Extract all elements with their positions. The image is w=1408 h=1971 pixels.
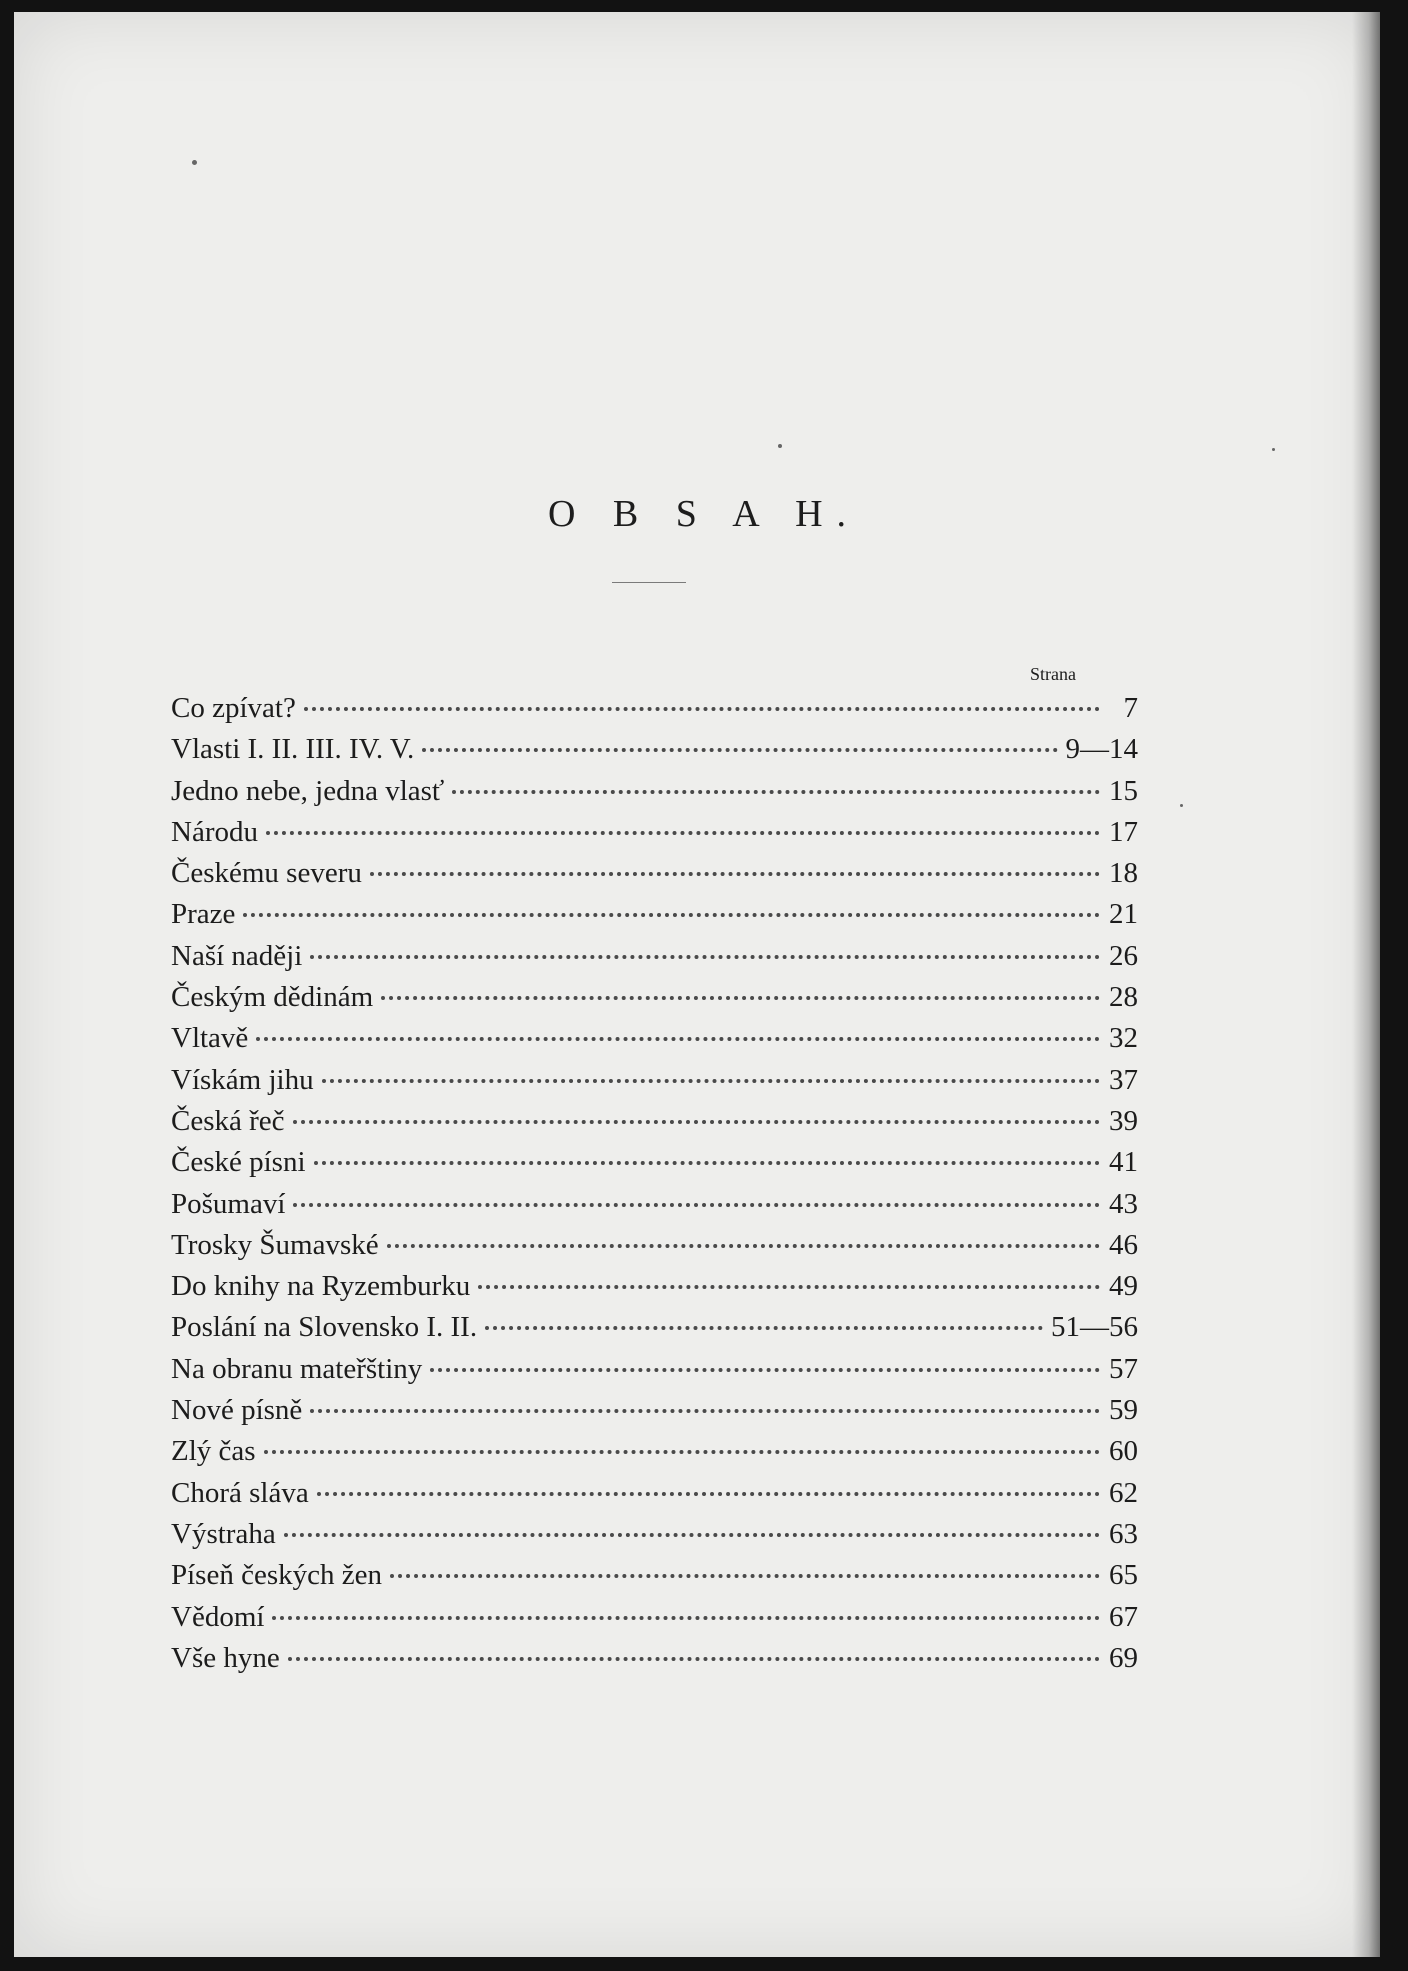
toc-entry-title: Česká řeč [171,1104,285,1137]
toc-entry-title: Nové písně [171,1394,303,1427]
dot-leader [381,996,1100,1000]
toc-entry [171,1105,1138,1146]
toc-entry-page: 57 [1109,1352,1138,1385]
toc-entry [171,1146,1138,1187]
toc-entry-title: Vískám jihu [171,1063,314,1096]
toc-entry-page: 15 [1109,774,1138,807]
dot-leader [390,1574,1100,1578]
dot-leader [322,1079,1100,1083]
speck-mark [192,160,197,165]
table-of-contents [171,692,1138,1683]
toc-entry-page: 28 [1109,981,1138,1014]
toc-entry [171,1477,1138,1518]
toc-entry-page: 17 [1109,815,1138,848]
dot-leader [310,1409,1100,1413]
toc-entry-page: 46 [1109,1228,1138,1261]
dot-leader [272,1616,1100,1620]
toc-entry-page: 69 [1109,1641,1138,1674]
toc-entry-title: Co zpívat? [171,692,296,724]
toc-entry-title: Píseň českých žen [171,1559,382,1592]
toc-entry [171,1601,1138,1642]
dot-leader [304,707,1100,711]
toc-entry-page: 18 [1109,857,1138,890]
toc-entry-title: Pošumaví [171,1187,286,1220]
toc-entry-title: Vědomí [171,1600,265,1633]
toc-entry-title: Národu [171,815,258,848]
toc-entry [171,1394,1138,1435]
dot-leader [478,1285,1100,1289]
page-column-label: Strana [1030,664,1076,684]
dot-leader [243,913,1100,917]
toc-entry-page: 51—56 [1051,1311,1138,1344]
toc-entry-title: Výstraha [171,1517,276,1550]
dot-leader [317,1492,1100,1496]
toc-entry [171,1270,1138,1311]
toc-entry-page: 39 [1109,1104,1138,1137]
toc-entry [171,857,1138,898]
toc-entry-title: Do knihy na Ryzemburku [171,1270,471,1303]
toc-entry-title: Jedno nebe, jedna vlasť [171,774,445,807]
toc-entry-title: Chorá sláva [171,1476,309,1509]
toc-entry [171,1188,1138,1229]
toc-entry-page: 9—14 [1065,733,1138,766]
toc-entry [171,1064,1138,1105]
toc-entry-page: 60 [1109,1435,1138,1468]
toc-entry-page: 67 [1109,1600,1138,1633]
toc-entry-page: 32 [1109,1022,1138,1055]
toc-entry [171,1022,1138,1063]
toc-entry [171,775,1138,816]
dot-leader [256,1037,1100,1041]
toc-entry-page: 26 [1109,939,1138,972]
dot-leader [452,790,1100,794]
toc-entry [171,1435,1138,1476]
toc-entry-title: Vlasti I. II. III. IV. V. [171,733,415,766]
toc-entry-title: Praze [171,898,236,931]
toc-entry-title: Poslání na Slovensko I. II. [171,1311,478,1344]
toc-entry-page: 7 [1123,692,1138,724]
toc-entry [171,1311,1138,1352]
toc-entry [171,898,1138,939]
dot-leader [310,955,1100,959]
toc-entry-title: Zlý čas [171,1435,256,1468]
toc-entry [171,1229,1138,1270]
toc-entry-title: Vše hyne [171,1641,280,1674]
dot-leader [422,748,1057,752]
dot-leader [485,1326,1043,1330]
dot-leader [370,872,1100,876]
toc-entry [171,1559,1138,1600]
toc-entry-page: 62 [1109,1476,1138,1509]
toc-entry-title: České písni [171,1146,306,1179]
dot-leader [293,1120,1100,1124]
toc-entry [171,1353,1138,1394]
book-page [14,12,1380,1957]
toc-entry-title: Českému severu [171,857,362,890]
speck-mark [778,444,782,448]
toc-entry [171,733,1138,774]
dot-leader [430,1368,1100,1372]
speck-mark [1272,448,1275,451]
toc-entry-page: 49 [1109,1270,1138,1303]
toc-entry-title: Českým dědinám [171,981,374,1014]
toc-entry-title: Na obranu mateřštiny [171,1352,423,1385]
toc-entry-title: Naší naději [171,939,303,972]
dot-leader [293,1203,1100,1207]
dot-leader [387,1244,1100,1248]
toc-entry-page: 63 [1109,1517,1138,1550]
page-edge-shadow [1352,12,1380,1957]
toc-entry [171,692,1138,733]
page-title: O B S A H. [547,493,861,535]
toc-entry-page: 59 [1109,1394,1138,1427]
title-divider [612,582,686,583]
toc-entry [171,981,1138,1022]
toc-entry-page: 41 [1109,1146,1138,1179]
dot-leader [266,831,1100,835]
toc-entry [171,940,1138,981]
dot-leader [314,1161,1100,1165]
toc-entry-title: Trosky Šumavské [171,1228,379,1261]
dot-leader [264,1450,1100,1454]
toc-entry [171,1642,1138,1683]
speck-mark [1180,804,1183,807]
dot-leader [288,1657,1100,1661]
toc-entry-page: 37 [1109,1063,1138,1096]
toc-entry-page: 21 [1109,898,1138,931]
toc-entry-page: 65 [1109,1559,1138,1592]
dot-leader [284,1533,1100,1537]
toc-entry [171,1518,1138,1559]
toc-entry-page: 43 [1109,1187,1138,1220]
toc-entry [171,816,1138,857]
toc-entry-title: Vltavě [171,1022,249,1055]
